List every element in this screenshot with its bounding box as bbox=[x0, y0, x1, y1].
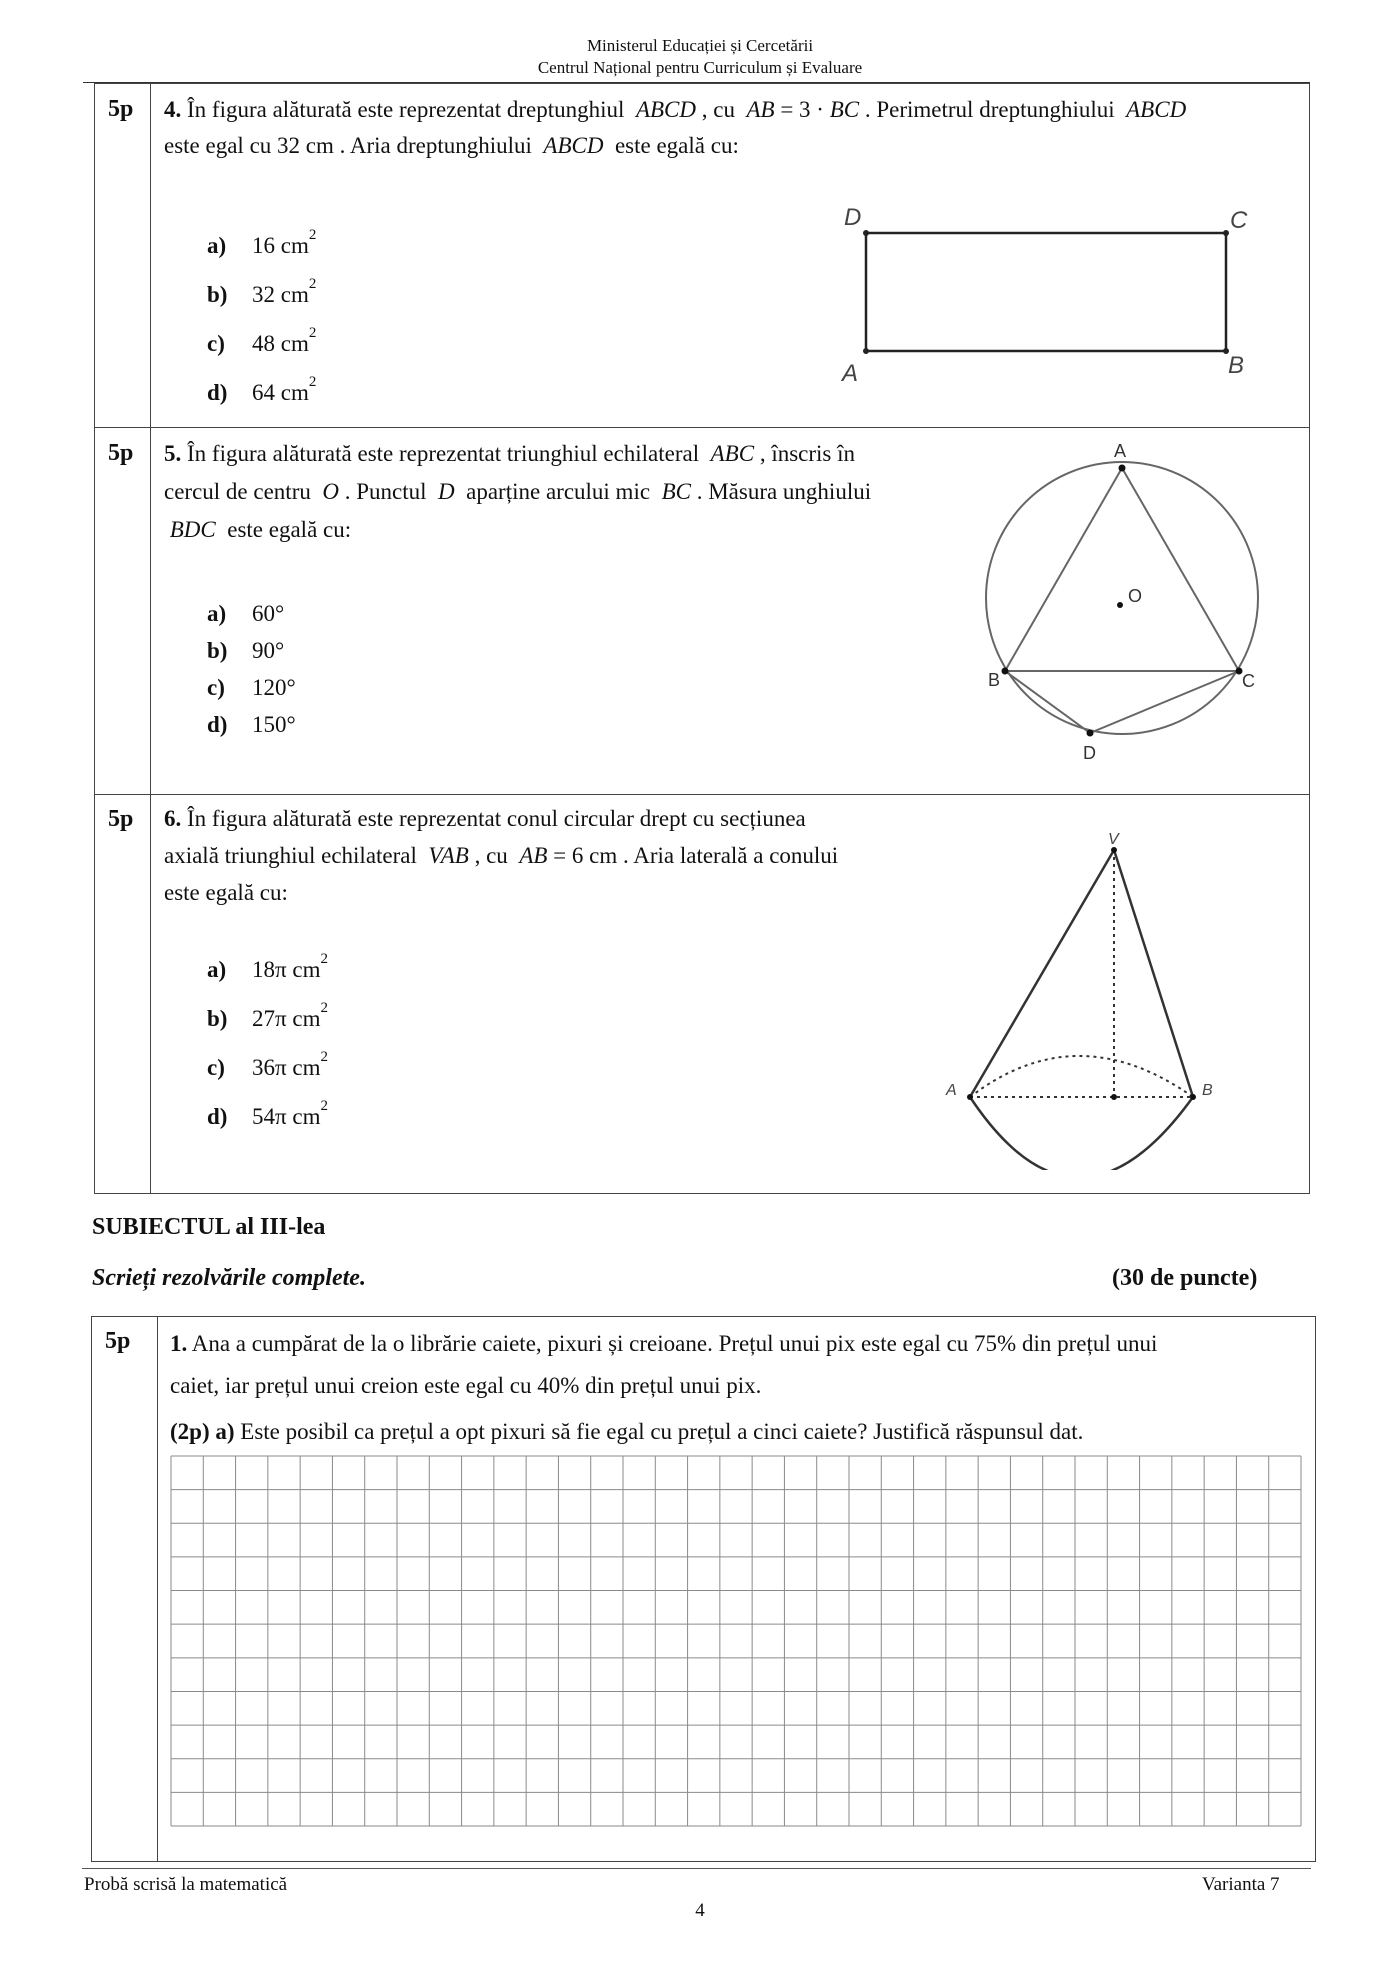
subject-points: (30 de puncte) bbox=[1112, 1265, 1258, 1291]
label-d: D bbox=[1083, 743, 1096, 763]
problem-points: 5p bbox=[105, 1328, 131, 1354]
cone-generator-vb bbox=[1114, 850, 1193, 1097]
option-d: d) 64 $cm^2$ bbox=[207, 374, 317, 405]
circle-triangle-figure bbox=[970, 435, 1270, 770]
problem-1-text: 1. Ana a cumpărat de la o librărie caiete, pixuri și creioane. Prețul unui pix este egal cu 75% din prețul unui caiet, iar prețul unui creion este egal cu 40% din prețul unui pix. bbox=[170, 1331, 1158, 1398]
row-divider bbox=[94, 794, 1310, 795]
triangle-abc bbox=[1005, 468, 1239, 671]
option-a: a) 16 $cm^2$ bbox=[207, 227, 317, 258]
problem-number: 1. bbox=[170, 1331, 188, 1356]
label-a: A bbox=[1114, 441, 1127, 461]
item-number: 5. bbox=[164, 441, 182, 466]
option-b: b) 32 $cm^2$ bbox=[207, 276, 317, 307]
option-c: c) 120° bbox=[207, 675, 296, 700]
footer-rule bbox=[82, 1868, 1311, 1869]
points-column-divider bbox=[157, 1316, 158, 1862]
subject-instruction: Scrieți rezolvările complete. bbox=[92, 1265, 366, 1291]
page-number: 4 bbox=[695, 1900, 705, 1921]
option-c: c) 48 $cm^2$ bbox=[207, 325, 317, 356]
item-4-text: 4. În figura alăturată este reprezentat dreptunghiul ABCD , cu AB = 3 · BC . Perimetrul dreptunghiului ABCD este egal cu 32 cm . Aria dreptunghiului ABCD este egală cu: bbox=[164, 97, 1187, 158]
label-c: C bbox=[1230, 207, 1248, 234]
footer-left: Probă scrisă la matematică bbox=[84, 1874, 288, 1895]
rectangle-figure bbox=[820, 195, 1260, 395]
label-d: D bbox=[844, 204, 862, 231]
cone-figure bbox=[940, 830, 1280, 1170]
label-v: V bbox=[1108, 831, 1119, 848]
header-center: Centrul Național pentru Curriculum și Evaluare bbox=[537, 58, 863, 77]
row-divider bbox=[94, 427, 1310, 428]
option-a: a) 18π $cm^2$ bbox=[207, 951, 328, 982]
rectangle-abcd bbox=[866, 233, 1226, 351]
label-c: C bbox=[1242, 671, 1255, 691]
subject-title: SUBIECTUL al III-lea bbox=[92, 1214, 326, 1240]
label-b: B bbox=[988, 670, 1001, 690]
problem-1a-text: (2p) a) Este posibil ca prețul a opt pixuri să fie egal cu prețul a cinci caiete? Justifică răspunsul dat. bbox=[170, 1419, 1084, 1444]
label-a: A bbox=[842, 360, 859, 387]
option-b: b) 90° bbox=[207, 638, 285, 663]
item-points: 5p bbox=[108, 440, 134, 466]
item-points: 5p bbox=[108, 806, 134, 832]
cone-base-back bbox=[970, 1056, 1193, 1097]
footer-right: Varianta 7 bbox=[1202, 1874, 1280, 1895]
option-d: d) 150° bbox=[207, 712, 296, 737]
circumscribed-circle bbox=[986, 462, 1258, 734]
option-c: c) 36π $cm^2$ bbox=[207, 1049, 328, 1080]
segments-bd-dc bbox=[1005, 671, 1239, 733]
option-a: a) 60° bbox=[207, 601, 285, 626]
item-5-text: 5. În figura alăturată este reprezentat triunghiul echilateral ABC , înscris în cercul de centru O . Punctul D aparține arcului mic BC . Măsura unghiului BDC este egală cu: bbox=[164, 441, 872, 542]
label-a: A bbox=[946, 1082, 957, 1099]
answer-grid[interactable] bbox=[170, 1455, 1305, 1830]
label-b: B bbox=[1228, 352, 1245, 379]
label-o: O bbox=[1128, 586, 1143, 606]
cone-base-front bbox=[970, 1097, 1193, 1170]
item-points: 5p bbox=[108, 96, 134, 122]
item-6-text: 6. În figura alăturată este reprezentat conul circular drept cu secțiunea axială triunghiul echilateral VAB , cu AB = 6 cm . Aria laterală a conului este egală cu: bbox=[164, 806, 839, 905]
item-number: 6. bbox=[164, 806, 182, 831]
option-d: d) 54π $cm^2$ bbox=[207, 1098, 328, 1129]
item-number: 4. bbox=[164, 97, 182, 122]
cone-generator-va bbox=[970, 850, 1114, 1097]
header-ministry: Ministerul Educației și Cercetării bbox=[586, 36, 814, 55]
label-b: B bbox=[1202, 1082, 1213, 1099]
points-column-divider bbox=[150, 83, 151, 1194]
option-b: b) 27π $cm^2$ bbox=[207, 1000, 328, 1031]
